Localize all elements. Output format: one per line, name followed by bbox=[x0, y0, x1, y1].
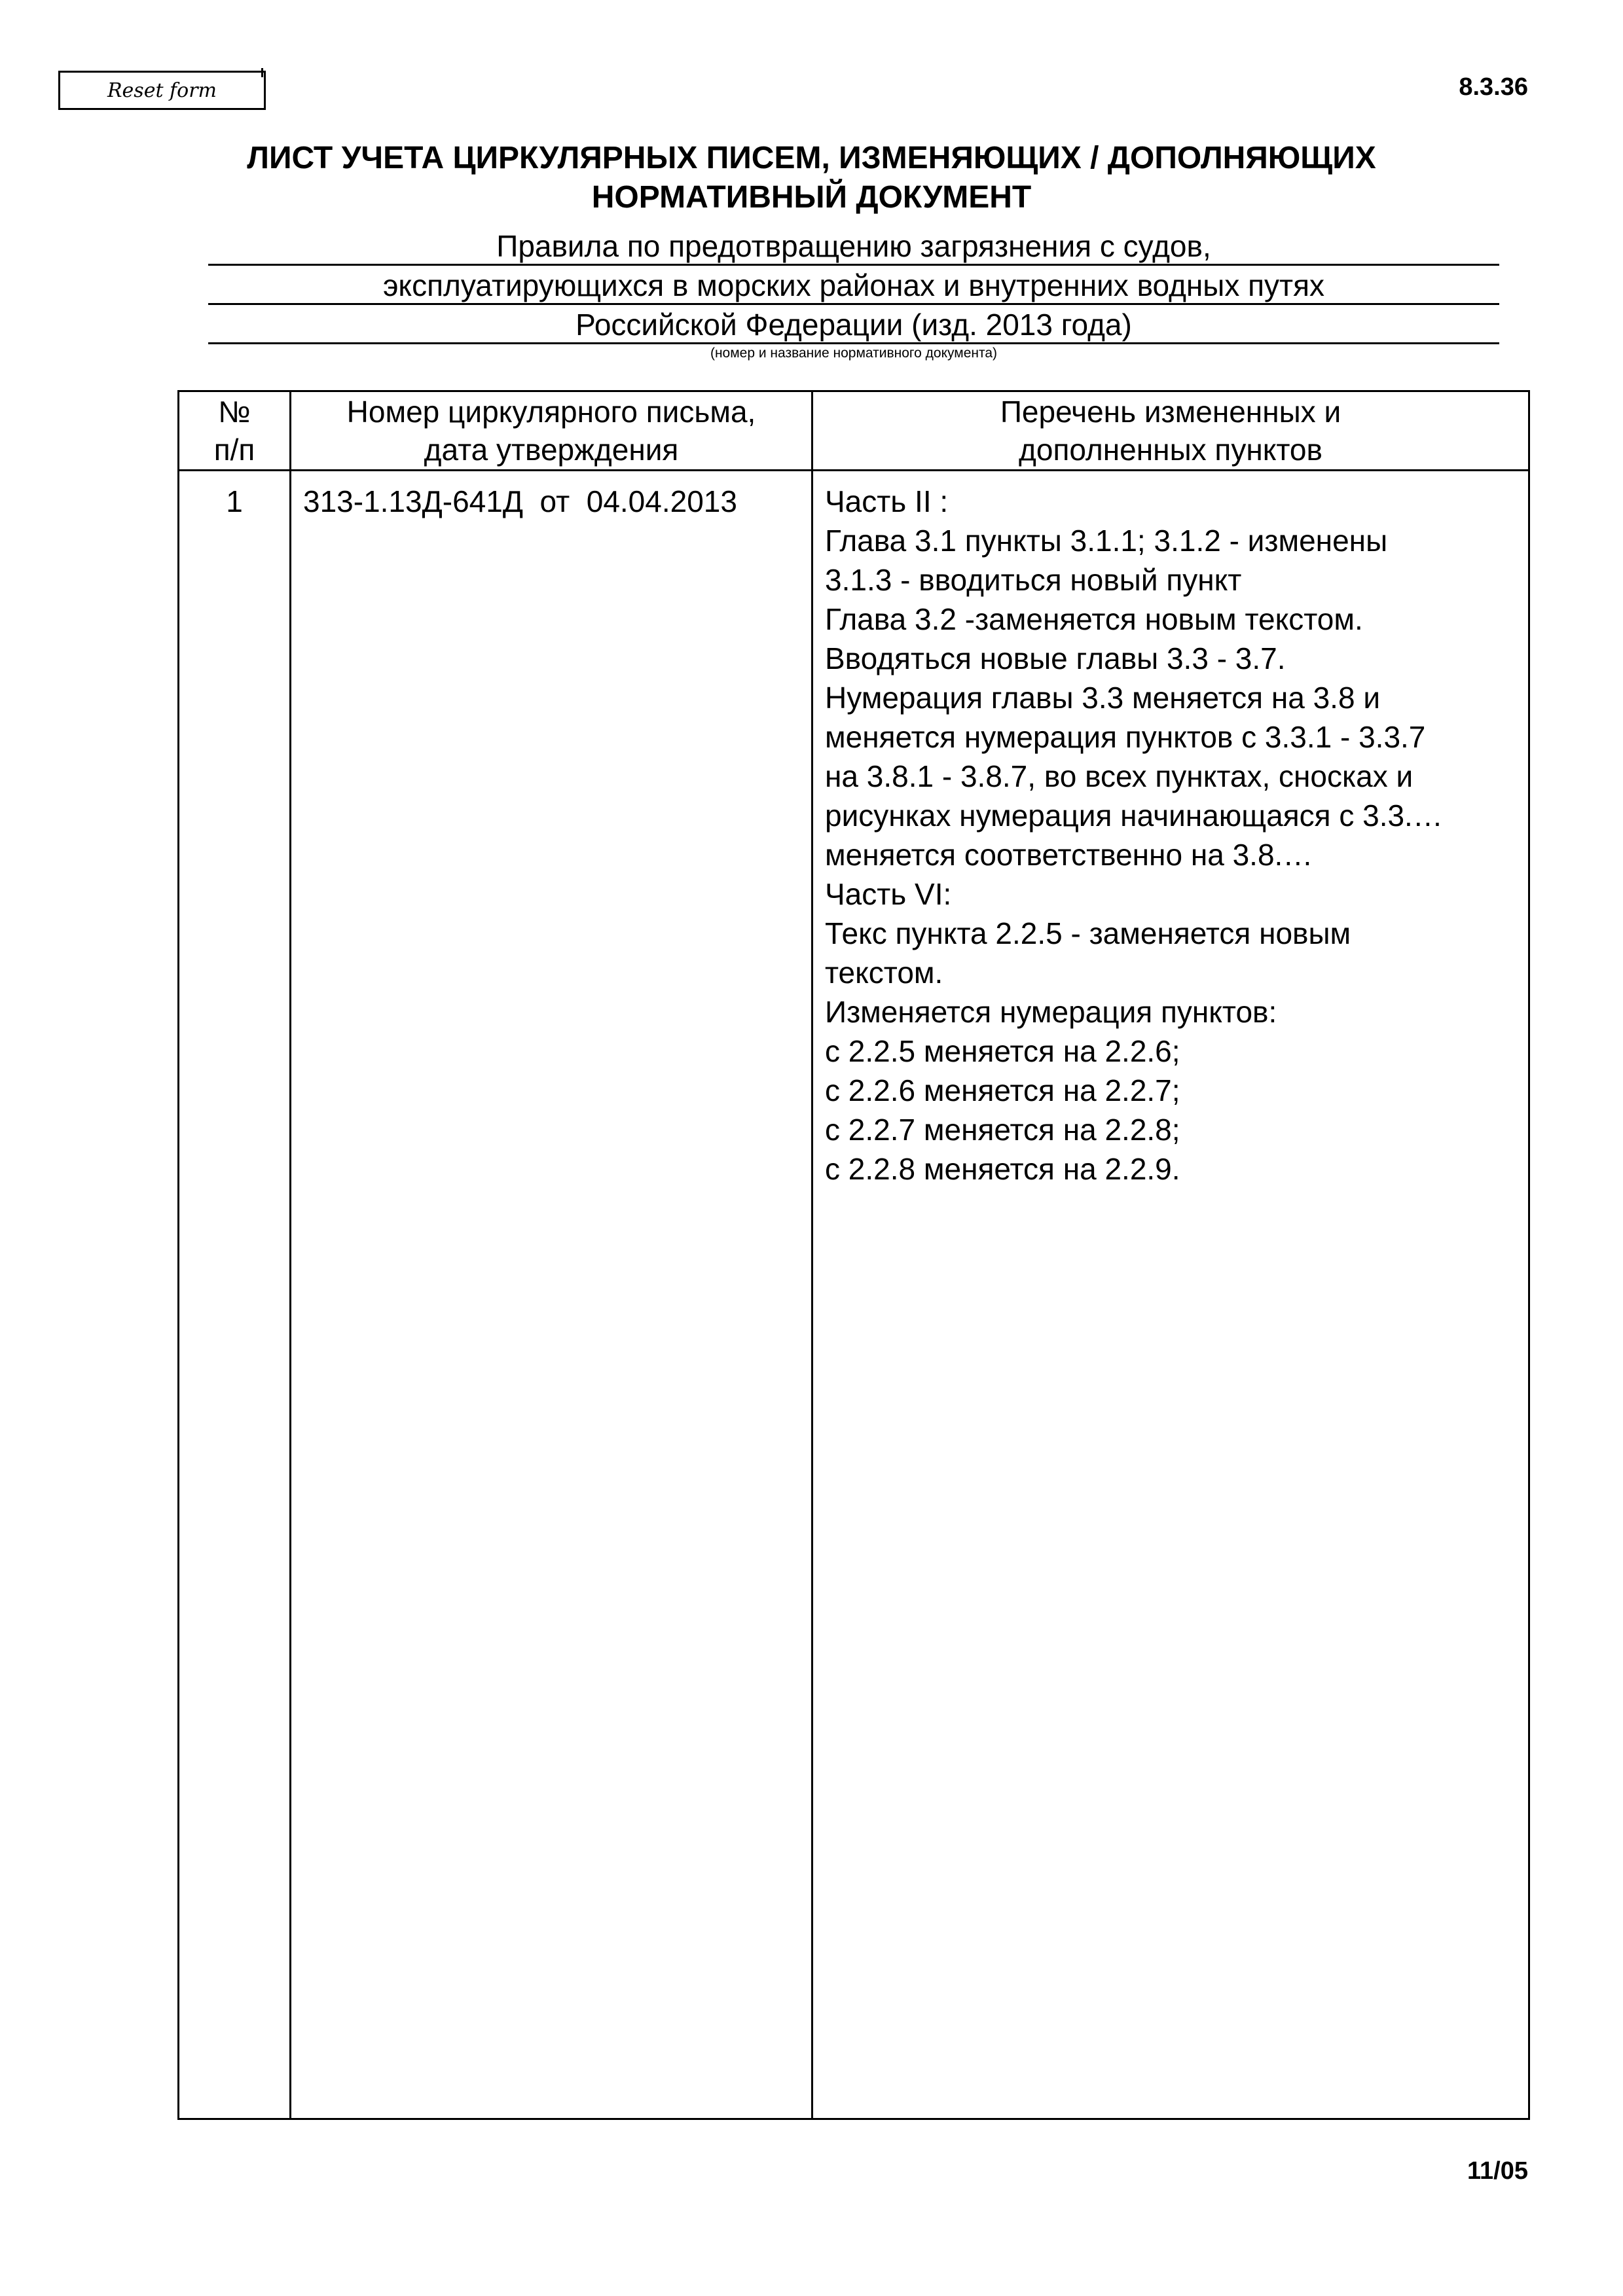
changes-line: Нумерация главы 3.3 меняется на 3.8 и bbox=[825, 681, 1381, 715]
normative-document-name-line-1: Правила по предотвращению загрязнения с судов, bbox=[208, 228, 1499, 266]
normative-document-name-line-2: эксплуатирующихся в морских районах и внутренних водных путях bbox=[208, 267, 1499, 305]
changes-line: с 2.2.6 меняется на 2.2.7; bbox=[825, 1073, 1180, 1107]
page-title bbox=[0, 139, 1623, 217]
changes-line: Изменяется нумерация пунктов: bbox=[825, 995, 1277, 1029]
changes-line: текстом. bbox=[825, 956, 943, 990]
changes-list-cell bbox=[812, 471, 1529, 2119]
column-header-changes-line-1: Перечень измененных и bbox=[1000, 395, 1341, 429]
column-header-letter-line-2: дата утверждения bbox=[424, 433, 679, 467]
changes-line: рисунках нумерация начинающаяся с 3.3.… bbox=[825, 798, 1443, 833]
table-header-row bbox=[179, 391, 1529, 471]
changes-line: меняется соответственно на 3.8.… bbox=[825, 838, 1313, 872]
column-header-changes-line-2: дополненных пунктов bbox=[1019, 433, 1322, 467]
column-header-letter bbox=[291, 391, 812, 471]
changes-line: 3.1.3 - вводиться новый пункт bbox=[825, 563, 1242, 597]
row-number-cell: 1 bbox=[179, 471, 291, 2119]
page-number: 11/05 bbox=[1467, 2157, 1528, 2185]
column-header-number-line-2: п/п bbox=[213, 433, 255, 467]
form-field-marker bbox=[261, 68, 263, 77]
normative-document-caption: (номер и название нормативного документа) bbox=[710, 346, 998, 361]
changes-line: на 3.8.1 - 3.8.7, во всех пунктах, сносках и bbox=[825, 759, 1413, 793]
normative-document-name-line-3: Российской Федерации (изд. 2013 года) bbox=[208, 306, 1499, 344]
changes-line: с 2.2.8 меняется на 2.2.9. bbox=[825, 1152, 1180, 1186]
changes-line: Часть VI: bbox=[825, 877, 952, 911]
changes-line: Текс пункта 2.2.5 - заменяется новым bbox=[825, 916, 1351, 950]
document-code: 8.3.36 bbox=[1459, 73, 1528, 101]
circular-letter-cell: 313-1.13Д-641Д от 04.04.2013 bbox=[291, 471, 812, 2119]
changes-line: Глава 3.2 -заменяется новым текстом. bbox=[825, 602, 1363, 636]
changes-line: Вводяться новые главы 3.3 - 3.7. bbox=[825, 641, 1286, 675]
column-header-number bbox=[179, 391, 291, 471]
changes-line: с 2.2.5 меняется на 2.2.6; bbox=[825, 1034, 1180, 1068]
circular-letters-table bbox=[177, 390, 1530, 2120]
title-line-2: НОРМАТИВНЫЙ ДОКУМЕНТ bbox=[591, 180, 1032, 215]
column-header-changes bbox=[812, 391, 1529, 471]
changes-line: меняется нумерация пунктов с 3.3.1 - 3.3.7 bbox=[825, 720, 1426, 754]
reset-form-button[interactable]: Reset form bbox=[58, 71, 266, 110]
table-row bbox=[179, 471, 1529, 2119]
column-header-number-line-1: № bbox=[218, 395, 251, 429]
changes-line: Глава 3.1 пункты 3.1.1; 3.1.2 - изменены bbox=[825, 524, 1388, 558]
changes-line: Часть II : bbox=[825, 484, 949, 518]
title-line-1: ЛИСТ УЧЕТА ЦИРКУЛЯРНЫХ ПИСЕМ, ИЗМЕНЯЮЩИХ / ДОПОЛНЯЮЩИХ bbox=[247, 141, 1376, 175]
changes-line: с 2.2.7 меняется на 2.2.8; bbox=[825, 1113, 1180, 1147]
column-header-letter-line-1: Номер циркулярного письма, bbox=[346, 395, 756, 429]
